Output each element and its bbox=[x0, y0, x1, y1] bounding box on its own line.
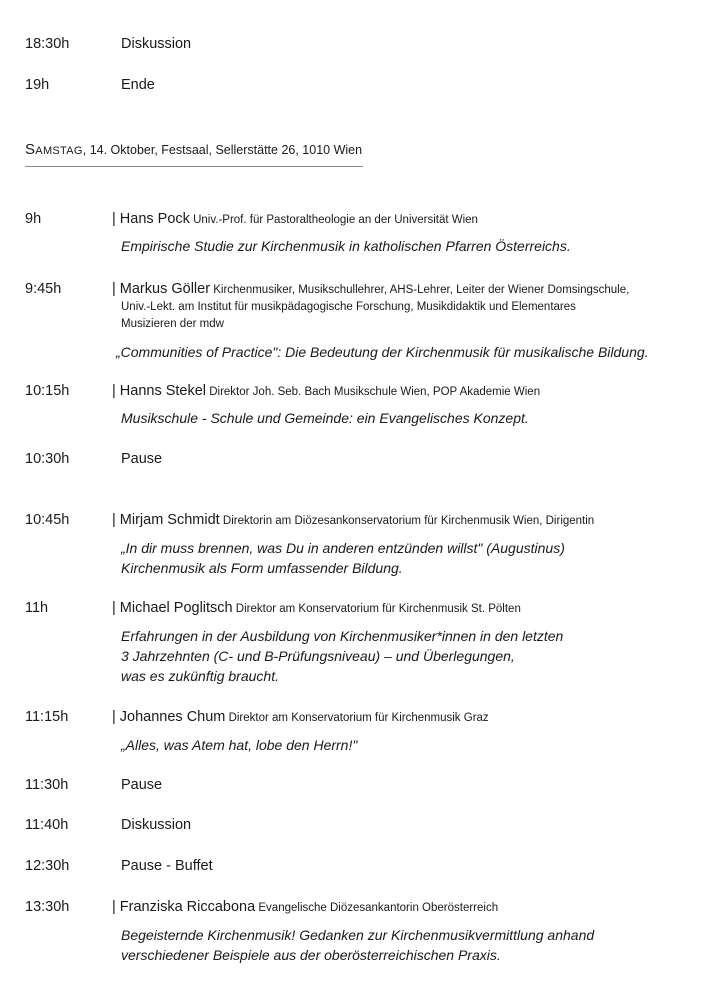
speaker-line bbox=[112, 209, 478, 230]
speaker-line bbox=[112, 510, 594, 531]
speaker-name: Markus Göller bbox=[119, 281, 211, 297]
entry-time: 10:45h bbox=[25, 512, 70, 528]
entry-time: 12:30h bbox=[25, 858, 70, 874]
speaker-name: Mirjam Schmidt bbox=[119, 512, 220, 528]
talk-title: 3 Jahrzehnten (C- und B-Prüfungsniveau) – und Überlegungen, bbox=[121, 648, 515, 664]
talk-title: Begeisternde Kirchenmusik! Gedanken zur Kirchenmusikvermittlung anhand bbox=[121, 927, 595, 943]
day-details: , 14. Oktober, Festsaal, Sellerstätte 26, 1010 Wien bbox=[82, 143, 363, 157]
talk-title: Musikschule - Schule und Gemeinde: ein Evangelisches Konzept. bbox=[121, 410, 529, 426]
speaker-role: Kirchenmusiker, Musikschullehrer, AHS-Lehrer, Leiter der Wiener Domsingschule, bbox=[210, 284, 630, 296]
entry-time: 11h bbox=[25, 600, 49, 616]
speaker-line bbox=[112, 707, 489, 728]
talk-title: verschiedener Beispiele aus der oberösterreichischen Praxis. bbox=[121, 947, 501, 963]
entry-time: 19h bbox=[25, 77, 50, 93]
entry-time: 9h bbox=[25, 211, 42, 227]
entry-time: 11:15h bbox=[25, 709, 69, 725]
entry-time: 10:15h bbox=[25, 383, 70, 399]
separator-bar: | bbox=[112, 383, 116, 399]
entry-time: 18:30h bbox=[25, 36, 70, 52]
talk-title: „Alles, was Atem hat, lobe den Herrn!" bbox=[121, 737, 358, 753]
entry-label: Pause bbox=[121, 451, 163, 467]
entry-label: Pause bbox=[121, 777, 163, 793]
speaker-role: Univ.-Prof. für Pastoraltheologie an der Universität Wien bbox=[189, 214, 478, 226]
speaker-name: Michael Poglitsch bbox=[119, 600, 233, 616]
entry-label: Pause - Buffet bbox=[121, 858, 213, 874]
talk-title: was es zukünftig braucht. bbox=[121, 668, 279, 684]
separator-bar: | bbox=[112, 899, 116, 915]
separator-bar: | bbox=[112, 512, 116, 528]
speaker-line bbox=[112, 381, 540, 402]
entry-time: 11:30h bbox=[25, 777, 69, 793]
entry-time: 10:30h bbox=[25, 451, 70, 467]
day-name: Samstag bbox=[25, 141, 83, 158]
speaker-name: Johannes Chum bbox=[119, 709, 226, 725]
speaker-line bbox=[112, 897, 498, 918]
day-heading bbox=[25, 140, 362, 160]
speaker-role: Direktor am Konservatorium für Kirchenmusik St. Pölten bbox=[232, 603, 521, 615]
entry-time: 13:30h bbox=[25, 899, 70, 915]
speaker-name: Hans Pock bbox=[119, 211, 190, 227]
separator-bar: | bbox=[112, 600, 116, 616]
speaker-name: Franziska Riccabona bbox=[119, 899, 256, 915]
speaker-line bbox=[112, 598, 521, 619]
speaker-role-continued: Univ.-Lekt. am Institut für musikpädagogische Forschung, Musikdidaktik und Elementares bbox=[121, 301, 576, 313]
heading-divider bbox=[25, 166, 363, 167]
speaker-name: Hanns Stekel bbox=[119, 383, 207, 399]
entry-time: 9:45h bbox=[25, 281, 62, 297]
speaker-role: Direktor Joh. Seb. Bach Musikschule Wien, POP Akademie Wien bbox=[206, 386, 541, 398]
speaker-role: Direktor am Konservatorium für Kirchenmusik Graz bbox=[225, 712, 489, 724]
separator-bar: | bbox=[112, 211, 116, 227]
entry-label: Diskussion bbox=[121, 36, 192, 52]
separator-bar: | bbox=[112, 709, 116, 725]
separator-bar: | bbox=[112, 281, 116, 297]
speaker-role: Evangelische Diözesankantorin Oberösterreich bbox=[255, 902, 499, 914]
talk-title: Kirchenmusik als Form umfassender Bildung. bbox=[121, 560, 403, 576]
speaker-role: Direktorin am Diözesankonservatorium für Kirchenmusik Wien, Dirigentin bbox=[219, 515, 595, 527]
speaker-role-continued: Musizieren der mdw bbox=[121, 318, 224, 330]
entry-label: Ende bbox=[121, 77, 155, 93]
talk-title: Empirische Studie zur Kirchenmusik in katholischen Pfarren Österreichs. bbox=[121, 238, 571, 254]
talk-title: Erfahrungen in der Ausbildung von Kirchenmusiker*innen in den letzten bbox=[121, 628, 564, 644]
talk-title: „In dir muss brennen, was Du in anderen entzünden willst" (Augustinus) bbox=[121, 540, 565, 556]
entry-time: 11:40h bbox=[25, 817, 69, 833]
entry-label: Diskussion bbox=[121, 817, 192, 833]
speaker-line bbox=[112, 279, 629, 300]
talk-title: „Communities of Practice": Die Bedeutung der Kirchenmusik für musikalische Bildung. bbox=[116, 344, 649, 360]
